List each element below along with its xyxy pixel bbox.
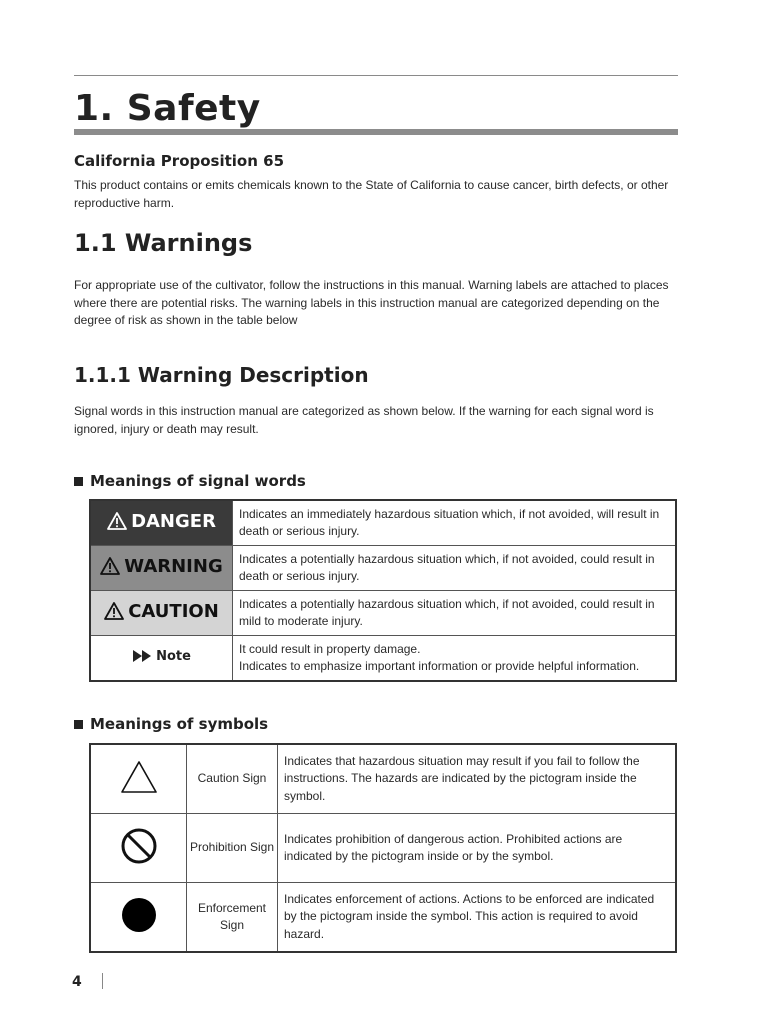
caution-label <box>104 601 219 622</box>
warning-description: Indicates a potentially hazardous situation which, if not avoided, could result in death or serious injury. <box>233 546 677 591</box>
note-label-cell <box>90 636 233 682</box>
table-row <box>90 546 676 591</box>
note-label-text: Note <box>156 648 191 664</box>
caution-sign-description: Indicates that hazardous situation may result if you fail to follow the instructions. The hazards are indicated by the pictogram inside the symbol. <box>278 744 677 814</box>
prop65-text: This product contains or emits chemicals known to the State of California to cause cancer, birth defects, or other reproductive harm. <box>74 178 669 210</box>
caution-sign-name: Caution Sign <box>187 744 278 814</box>
note-description-line2: Indicates to emphasize important information or provide helpful information. <box>239 659 640 673</box>
caution-label-cell <box>90 591 233 636</box>
table-row <box>90 744 676 814</box>
double-arrow-icon <box>132 650 152 662</box>
table-row <box>90 500 676 546</box>
signal-words-table <box>89 499 677 682</box>
table-row <box>90 883 676 953</box>
caution-symbol-cell <box>90 744 187 814</box>
note-description <box>233 636 677 682</box>
caution-description: Indicates a potentially hazardous situation which, if not avoided, could result in mild to moderate injury. <box>233 591 677 636</box>
enforcement-sign-name: Enforcement Sign <box>187 883 278 953</box>
table-row <box>90 636 676 682</box>
symbols-heading <box>74 715 268 733</box>
note-description-line1: It could result in property damage. <box>239 641 421 656</box>
warning-triangle-icon <box>104 602 124 620</box>
warning-label <box>100 556 222 577</box>
enforcement-circle-icon <box>120 896 158 934</box>
symbols-heading-text: Meanings of symbols <box>90 715 269 733</box>
prohibition-sign-name: Prohibition Sign <box>187 814 278 883</box>
warnings-heading: 1.1 Warnings <box>74 229 253 257</box>
danger-label <box>107 511 216 532</box>
signal-words-heading-text: Meanings of signal words <box>90 472 306 490</box>
enforcement-symbol-cell <box>90 883 187 953</box>
warning-triangle-icon <box>100 557 120 575</box>
table-row <box>90 591 676 636</box>
square-bullet-icon <box>74 477 83 486</box>
title-underline-bar <box>74 129 678 135</box>
danger-label-text: DANGER <box>131 510 216 532</box>
signal-words-heading <box>74 472 306 490</box>
caution-label-text: CAUTION <box>128 600 219 622</box>
top-divider <box>74 75 678 76</box>
symbols-table <box>89 743 677 953</box>
warning-label-cell <box>90 546 233 591</box>
warnings-text: For appropriate use of the cultivator, follow the instructions in this manual. Warning labels are attached to places where there are potential risks. The warning labels in this instruction manual are categorized depending on the degree of risk as shown in the table below <box>74 278 669 327</box>
warning-description-text: Signal words in this instruction manual are categorized as shown below. If the warning for each signal word is ignored, injury or death may result. <box>74 404 654 436</box>
warning-description-heading: 1.1.1 Warning Description <box>74 363 369 387</box>
table-row <box>90 814 676 883</box>
prohibition-icon <box>120 827 158 865</box>
warning-label-text: WARNING <box>124 555 223 577</box>
enforcement-sign-description: Indicates enforcement of actions. Actions to be enforced are indicated by the pictogram inside the symbol. This action is required to avoid hazard. <box>278 883 677 953</box>
square-bullet-icon <box>74 720 83 729</box>
warning-triangle-icon <box>107 512 127 530</box>
prohibition-symbol-cell <box>90 814 187 883</box>
prohibition-sign-description: Indicates prohibition of dangerous action. Prohibited actions are indicated by the pictogram inside or by the symbol. <box>278 814 677 883</box>
chapter-title: 1. Safety <box>74 88 261 129</box>
prop65-heading: California Proposition 65 <box>74 152 285 170</box>
danger-label-cell <box>90 500 233 546</box>
caution-triangle-icon <box>120 760 158 794</box>
note-label <box>132 649 191 664</box>
danger-description: Indicates an immediately hazardous situation which, if not avoided, will result in death or serious injury. <box>233 500 677 546</box>
page-number: 4 <box>72 974 82 990</box>
page-number-separator <box>102 973 103 989</box>
